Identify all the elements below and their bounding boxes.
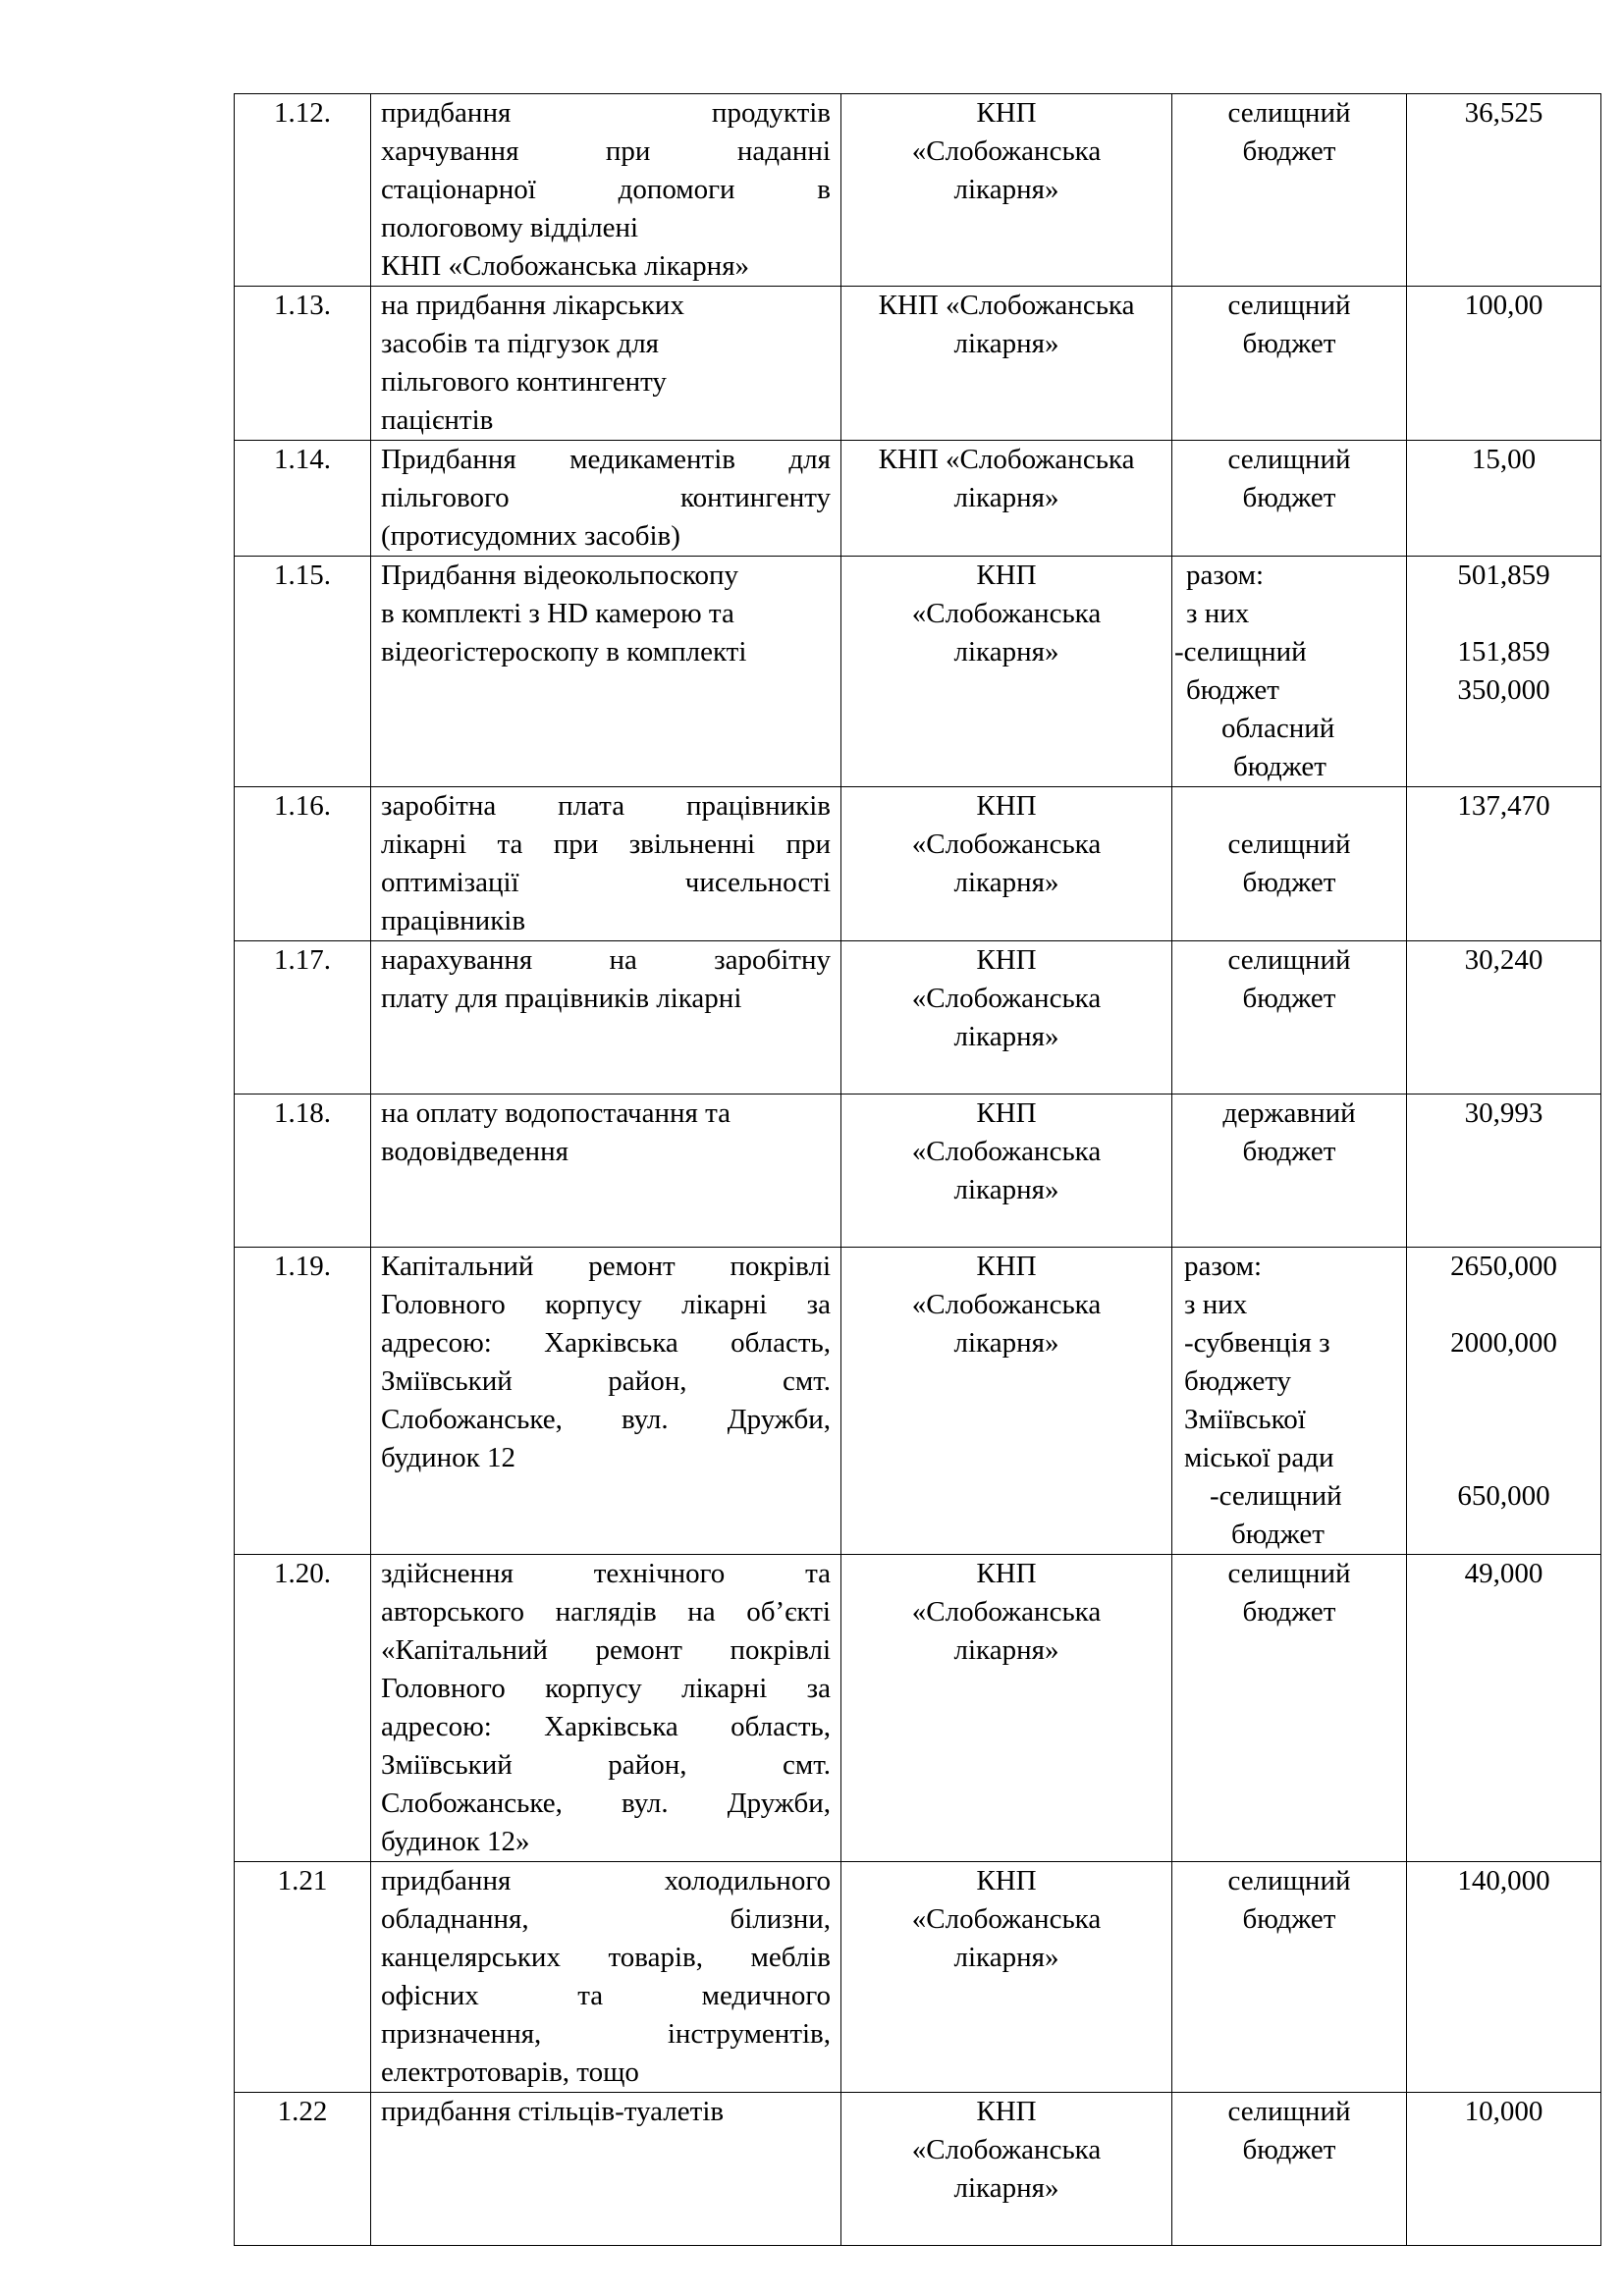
row-funding-source: селищний бюджет — [1172, 94, 1407, 287]
row-description: придбання холодильного обладнання, білизни, канцелярських товарів, меблів офісних та медичного призначення, інструментів, електротоварів, тощо — [371, 1862, 841, 2093]
row-executor: КНП «Слобожанська лікарня» — [841, 1248, 1172, 1555]
row-amount: 36,525 — [1407, 94, 1601, 287]
row-number: 1.17. — [235, 941, 371, 1095]
row-funding-source: селищний бюджет — [1172, 2093, 1407, 2246]
row-description: Капітальний ремонт покрівлі Головного корпусу лікарні за адресою: Харківська область, Зміївський район, смт. Слобожанське, вул. Дружби, будинок 12 — [371, 1248, 841, 1555]
row-executor: КНП «Слобожанська лікарня» — [841, 1555, 1172, 1862]
row-amount: 15,00 — [1407, 441, 1601, 557]
row-executor: КНП «Слобожанська лікарня» — [841, 787, 1172, 941]
row-description: нарахування на заробітну плату для працівників лікарні — [371, 941, 841, 1095]
row-amount: 49,000 — [1407, 1555, 1601, 1862]
row-executor: КНП «Слобожанська лікарня» — [841, 1095, 1172, 1248]
row-executor: КНП «Слобожанська лікарня» — [841, 1862, 1172, 2093]
row-funding-source: селищний бюджет — [1172, 941, 1407, 1095]
row-executor: КНП «Слобожанська лікарня» — [841, 94, 1172, 287]
table-row — [235, 787, 1601, 941]
row-funding-source: разом: з них -субвенція з бюджету Зміївської міської ради -селищний бюджет — [1172, 1248, 1407, 1555]
row-executor: КНП «Слобожанська лікарня» — [841, 941, 1172, 1095]
row-number: 1.19. — [235, 1248, 371, 1555]
row-number: 1.15. — [235, 557, 371, 787]
row-number: 1.18. — [235, 1095, 371, 1248]
row-executor: КНП «Слобожанська лікарня» — [841, 287, 1172, 441]
row-funding-source: разом: з них -селищний бюджет обласний бюджет — [1172, 557, 1407, 787]
row-amount: 30,993 — [1407, 1095, 1601, 1248]
row-number: 1.22 — [235, 2093, 371, 2246]
row-executor: КНП «Слобожанська лікарня» — [841, 2093, 1172, 2246]
table-row — [235, 1862, 1601, 2093]
row-funding-source: селищний бюджет — [1172, 1862, 1407, 2093]
budget-table — [234, 93, 1601, 2246]
row-amount: 30,240 — [1407, 941, 1601, 1095]
row-description: на придбання лікарських засобів та підгузок для пільгового контингенту пацієнтів — [371, 287, 841, 441]
row-description: Придбання медикаментів для пільгового контингенту (протисудомних засобів) — [371, 441, 841, 557]
row-executor: КНП «Слобожанська лікарня» — [841, 557, 1172, 787]
table-row — [235, 441, 1601, 557]
row-funding-source: селищний бюджет — [1172, 1555, 1407, 1862]
row-amount: 140,000 — [1407, 1862, 1601, 2093]
row-description: придбання продуктів харчування при наданні стаціонарної допомоги в пологовому відділені КНП «Слобожанська лікарня» — [371, 94, 841, 287]
table-row — [235, 941, 1601, 1095]
row-description: здійснення технічного та авторського наглядів на об’єкті «Капітальний ремонт покрівлі Головного корпусу лікарні за адресою: Харківська область, Зміївський район, смт. Слобожанське, вул. Дружби, будинок 12» — [371, 1555, 841, 1862]
row-number: 1.16. — [235, 787, 371, 941]
table-row — [235, 94, 1601, 287]
table-row — [235, 287, 1601, 441]
row-amount: 10,000 — [1407, 2093, 1601, 2246]
row-description: на оплату водопостачання та водовідведення — [371, 1095, 841, 1248]
row-amount: 100,00 — [1407, 287, 1601, 441]
row-number: 1.13. — [235, 287, 371, 441]
table-row — [235, 557, 1601, 787]
row-amount: 137,470 — [1407, 787, 1601, 941]
row-description: придбання стільців-туалетів — [371, 2093, 841, 2246]
row-funding-source: селищний бюджет — [1172, 441, 1407, 557]
row-number: 1.21 — [235, 1862, 371, 2093]
row-funding-source: селищний бюджет — [1172, 787, 1407, 941]
row-number: 1.20. — [235, 1555, 371, 1862]
table-row — [235, 2093, 1601, 2246]
row-number: 1.14. — [235, 441, 371, 557]
table-row — [235, 1248, 1601, 1555]
row-funding-source: селищний бюджет — [1172, 287, 1407, 441]
row-number: 1.12. — [235, 94, 371, 287]
table-row — [235, 1555, 1601, 1862]
row-description: Придбання відеокольпоскопу в комплекті з HD камерою та відеогістероскопу в комплекті — [371, 557, 841, 787]
row-funding-source: державний бюджет — [1172, 1095, 1407, 1248]
row-description: заробітна плата працівників лікарні та при звільненні при оптимізації чисельності працівників — [371, 787, 841, 941]
row-executor: КНП «Слобожанська лікарня» — [841, 441, 1172, 557]
row-amount: 501,859 151,859 350,000 — [1407, 557, 1601, 787]
row-amount: 2650,000 2000,000 650,000 — [1407, 1248, 1601, 1555]
table-row — [235, 1095, 1601, 1248]
